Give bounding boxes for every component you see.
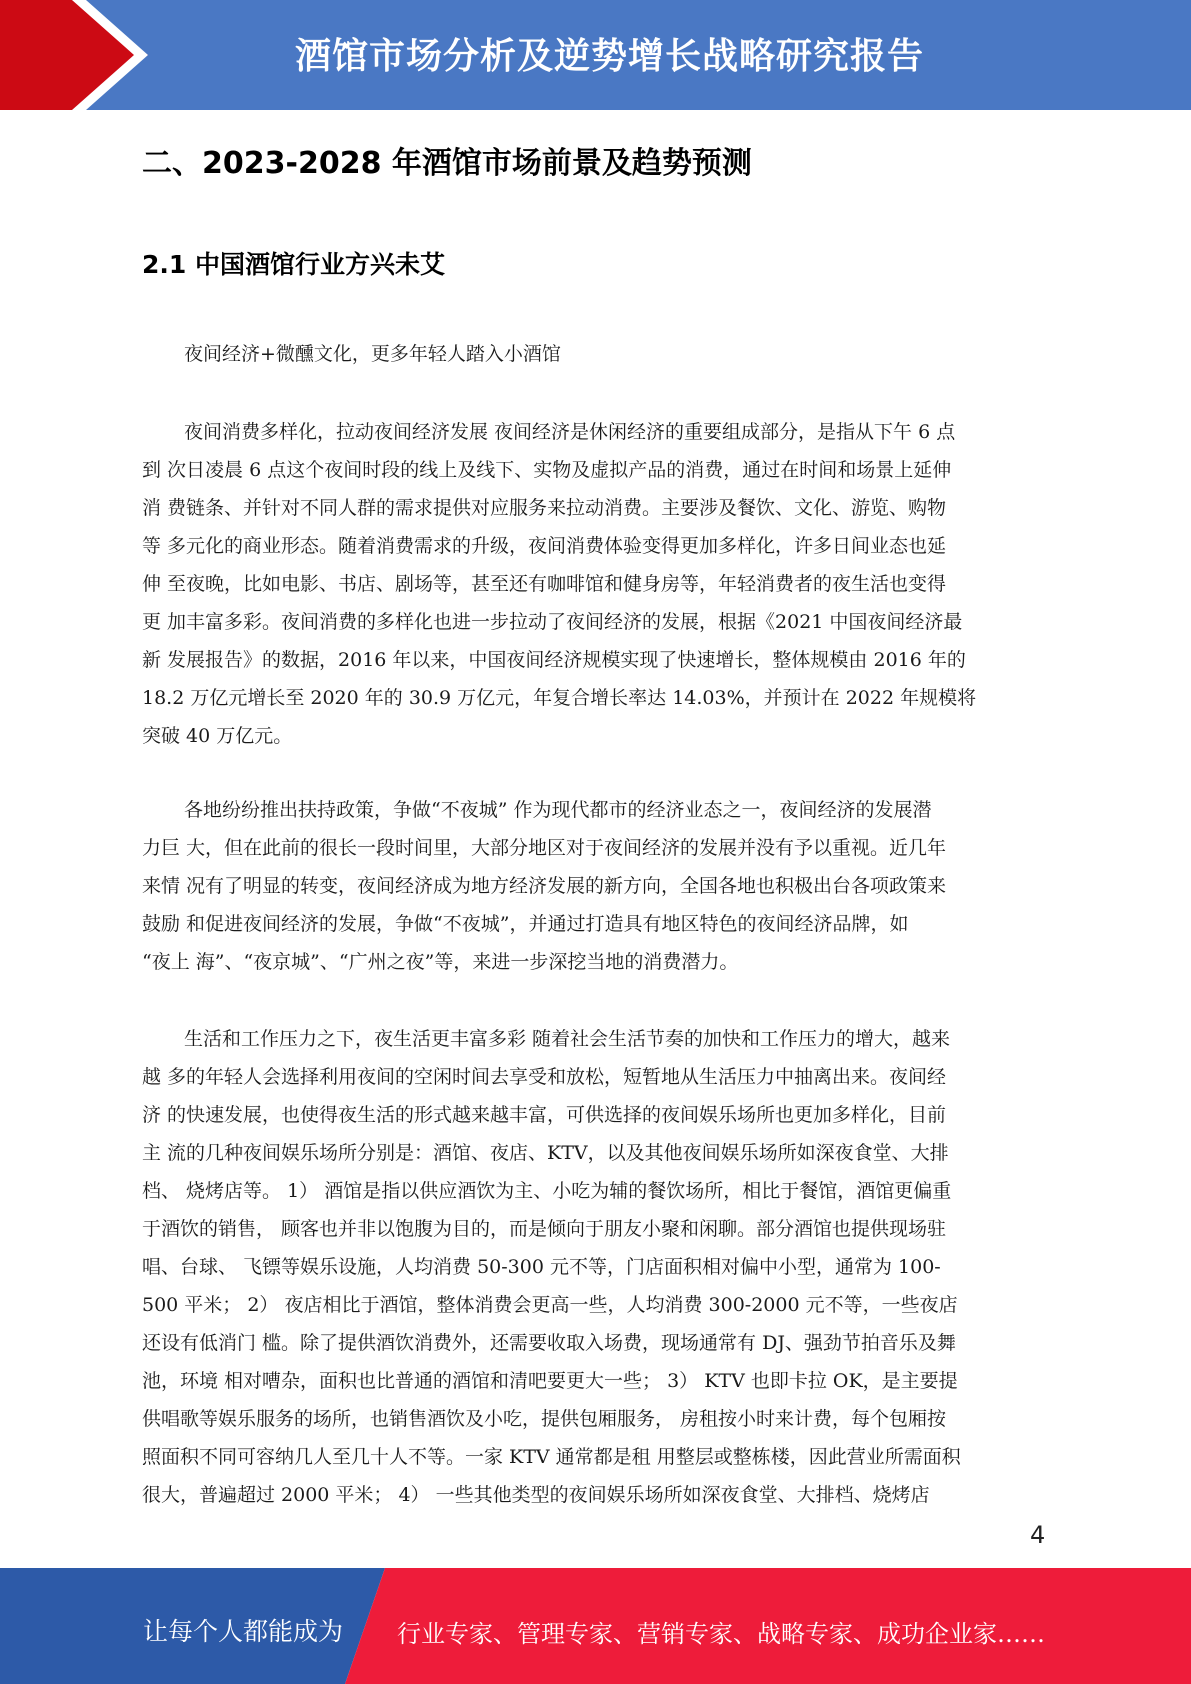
body-line: 18.2 万亿元增长至 2020 年的 30.9 万亿元，年复合增长率达 14.03%，并预计在 2022 年规模将 <box>142 687 977 709</box>
body-line: 力巨 大，但在此前的很长一段时间里，大部分地区对于夜间经济的发展并没有予以重视。近几年 <box>142 837 947 859</box>
body-line: 到 次日凌晨 6 点这个夜间时段的线上及线下、实物及虚拟产品的消费，通过在时间和场景上延伸 <box>142 459 952 481</box>
body-line: “夜上 海”、“夜京城”、“广州之夜”等，来进一步深挖当地的消费潜力。 <box>142 951 739 973</box>
page-number: 4 <box>1030 1521 1046 1549</box>
body-line: 主 流的几种夜间娱乐场所分别是：酒馆、夜店、KTV，以及其他夜间娱乐场所如深夜食堂、大排 <box>142 1142 949 1164</box>
body-line: 于酒饮的销售， 顾客也并非以饱腹为目的，而是倾向于朋友小聚和闲聊。部分酒馆也提供现场驻 <box>142 1218 947 1240</box>
header-band <box>0 0 1191 110</box>
body-line: 供唱歌等娱乐服务的场所，也销售酒饮及小吃，提供包厢服务， 房租按小时来计费，每个包厢按 <box>142 1408 947 1430</box>
body-line: 伸 至夜晚，比如电影、书店、剧场等，甚至还有咖啡馆和健身房等，年轻消费者的夜生活也变得 <box>142 573 947 595</box>
body-line: 夜间消费多样化，拉动夜间经济发展 夜间经济是休闲经济的重要组成部分，是指从下午 6 点 <box>184 421 956 443</box>
header-arrow-decoration <box>0 0 150 110</box>
body-line: 新 发展报告》的数据，2016 年以来，中国夜间经济规模实现了快速增长，整体规模由 2016 年的 <box>142 649 966 671</box>
header-title: 酒馆市场分析及逆势增长战略研究报告 <box>295 36 925 77</box>
body-line: 更 加丰富多彩。夜间消费的多样化也进一步拉动了夜间经济的发展，根据《2021 中国夜间经济最 <box>142 611 963 633</box>
body-line: 济 的快速发展，也使得夜生活的形式越来越丰富，可供选择的夜间娱乐场所也更加多样化，目前 <box>142 1104 947 1126</box>
body-line: 突破 40 万亿元。 <box>142 725 293 747</box>
body-line: 生活和工作压力之下，夜生活更丰富多彩 随着社会生活节奏的加快和工作压力的增大，越来 <box>184 1028 951 1050</box>
body-line: 夜间经济+微醺文化，更多年轻人踏入小酒馆 <box>184 343 561 365</box>
subsection-title: 2.1 中国酒馆行业方兴未艾 <box>142 250 445 279</box>
body-line: 池，环境 相对嘈杂，面积也比普通的酒馆和清吧要更大一些； 3） KTV 也即卡拉 OK，是主要提 <box>142 1370 958 1392</box>
body-line: 还设有低消门 槛。除了提供酒饮消费外，还需要收取入场费，现场通常有 DJ、强劲节拍音乐及舞 <box>142 1332 956 1354</box>
body-line: 等 多元化的商业形态。随着消费需求的升级，夜间消费体验变得更加多样化，许多日间业态也延 <box>142 535 947 557</box>
footer-slogan-right: 行业专家、管理专家、营销专家、战略专家、成功企业家…… <box>397 1620 1045 1648</box>
section-title: 二、2023-2028 年酒馆市场前景及趋势预测 <box>142 146 752 181</box>
body-line: 鼓励 和促进夜间经济的发展，争做“不夜城”，并通过打造具有地区特色的夜间经济品牌，如 <box>142 913 909 935</box>
footer-slogan-left: 让每个人都能成为 <box>143 1617 344 1646</box>
body-line: 越 多的年轻人会选择利用夜间的空闲时间去享受和放松，短暂地从生活压力中抽离出来。夜间经 <box>142 1066 947 1088</box>
body-line: 照面积不同可容纳几人至几十人不等。一家 KTV 通常都是租 用整层或整栋楼，因此营业所需面积 <box>142 1446 961 1468</box>
body-line: 唱、台球、 飞镖等娱乐设施，人均消费 50-300 元不等，门店面积相对偏中小型，通常为 100- <box>142 1256 941 1278</box>
body-line: 来情 况有了明显的转变，夜间经济成为地方经济发展的新方向，全国各地也积极出台各项政策来 <box>142 875 947 897</box>
body-line: 很大，普遍超过 2000 平米； 4） 一些其他类型的夜间娱乐场所如深夜食堂、大排档、烧烤店 <box>142 1484 930 1506</box>
body-line: 档、 烧烤店等。 1） 酒馆是指以供应酒饮为主、小吃为辅的餐饮场所，相比于餐馆，酒馆更偏重 <box>142 1180 952 1202</box>
body-line: 500 平米； 2） 夜店相比于酒馆，整体消费会更高一些，人均消费 300-2000 元不等，一些夜店 <box>142 1294 958 1316</box>
body-line: 消 费链条、并针对不同人群的需求提供对应服务来拉动消费。主要涉及餐饮、文化、游览、购物 <box>142 497 947 519</box>
body-line: 各地纷纷推出扶持政策，争做“不夜城” 作为现代都市的经济业态之一，夜间经济的发展潜 <box>184 799 932 821</box>
